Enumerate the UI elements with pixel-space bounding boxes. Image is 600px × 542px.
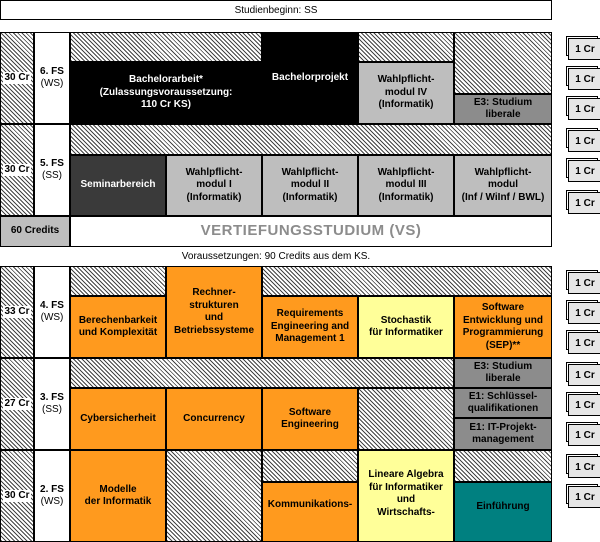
side-credit-box: 1 Cr bbox=[568, 332, 600, 354]
side-credit-box: 1 Cr bbox=[568, 130, 600, 152]
vs-title: VERTIEFUNGSSTUDIUM (VS) bbox=[70, 216, 552, 247]
module-bachelorprojekt: Bachelorprojekt bbox=[262, 32, 358, 124]
semester-6-hatch-b bbox=[358, 32, 454, 62]
side-credit-box: 1 Cr bbox=[568, 68, 600, 90]
side-credit-box: 1 Cr bbox=[568, 160, 600, 182]
module-e3-studium-liberale-3: E3: Studium liberale bbox=[454, 358, 552, 388]
side-credit-box: 1 Cr bbox=[568, 272, 600, 294]
module-e1-it-projektmanagement: E1: IT-Projekt- management bbox=[454, 418, 552, 450]
semester-6-hatch-c bbox=[454, 32, 552, 94]
semester-2-credits: 30 Cr bbox=[0, 450, 34, 542]
module-stochastik: Stochastik für Informatiker bbox=[358, 296, 454, 358]
semester-6-credits: 30 Cr bbox=[0, 32, 34, 124]
module-wahlpflicht-ii: Wahlpflicht- modul II (Informatik) bbox=[262, 155, 358, 216]
side-credit-box: 1 Cr bbox=[568, 364, 600, 386]
module-cybersicherheit: Cybersicherheit bbox=[70, 388, 166, 450]
semester-5-hatch bbox=[70, 124, 552, 155]
vs-requirements: Voraussetzungen: 90 Credits aus dem KS. bbox=[181, 250, 371, 262]
module-lineare-algebra: Lineare Algebra für Informatiker und Wirtschafts- bbox=[358, 450, 454, 542]
module-kommunikation: Kommunikations- bbox=[262, 482, 358, 542]
semester-4-hatch-b bbox=[262, 266, 552, 296]
semester-2-hatch-a bbox=[166, 450, 262, 542]
semester-5-label: 5. FS (SS) bbox=[34, 124, 70, 216]
semester-5-credits: 30 Cr bbox=[0, 124, 34, 216]
module-seminarbereich: Seminarbereich bbox=[70, 155, 166, 216]
module-berechenbarkeit: Berechenbarkeit und Komplexität bbox=[70, 296, 166, 358]
vs-credits: 60 Credits bbox=[0, 216, 70, 247]
semester-2-hatch-b bbox=[262, 450, 358, 482]
side-credit-box: 1 Cr bbox=[568, 394, 600, 416]
side-credit-box: 1 Cr bbox=[568, 456, 600, 478]
module-e3-studium-liberale-6: E3: Studium liberale bbox=[454, 94, 552, 124]
semester-3-hatch-b bbox=[358, 388, 454, 450]
side-credit-box: 1 Cr bbox=[568, 192, 600, 214]
module-einfuehrung: Einführung bbox=[454, 482, 552, 542]
side-credit-box: 1 Cr bbox=[568, 424, 600, 446]
side-credit-box: 1 Cr bbox=[568, 98, 600, 120]
module-concurrency: Concurrency bbox=[166, 388, 262, 450]
semester-6-hatch-a bbox=[70, 32, 262, 62]
side-credit-box: 1 Cr bbox=[568, 486, 600, 508]
module-sep: Software Entwicklung und Programmierung (SEP)** bbox=[454, 296, 552, 358]
semester-6-label: 6. FS (WS) bbox=[34, 32, 70, 124]
semester-3-credits: 27 Cr bbox=[0, 358, 34, 450]
semester-2-label: 2. FS (WS) bbox=[34, 450, 70, 542]
module-wahlpflicht-inf-wiinf-bwl: Wahlpflicht- modul (Inf / WiInf / BWL) bbox=[454, 155, 552, 216]
module-e1-schluesselqualifikationen: E1: Schlüssel- qualifikationen bbox=[454, 388, 552, 418]
side-credit-box: 1 Cr bbox=[568, 302, 600, 324]
module-wahlpflicht-iii: Wahlpflicht- modul III (Informatik) bbox=[358, 155, 454, 216]
semester-3-label: 3. FS (SS) bbox=[34, 358, 70, 450]
module-wahlpflicht-i: Wahlpflicht- modul I (Informatik) bbox=[166, 155, 262, 216]
module-wahlpflicht-iv: Wahlpflicht- modul IV (Informatik) bbox=[358, 62, 454, 124]
semester-4-hatch-a bbox=[70, 266, 166, 296]
semester-4-label: 4. FS (WS) bbox=[34, 266, 70, 358]
semester-3-hatch-a bbox=[70, 358, 454, 388]
module-bachelorarbeit: Bachelorarbeit* (Zulassungsvoraussetzung: 110 Cr KS) bbox=[70, 62, 262, 124]
study-start-label: Studienbeginn: SS bbox=[234, 4, 318, 16]
semester-2-hatch-c bbox=[454, 450, 552, 482]
module-modelle-der-informatik: Modelle der Informatik bbox=[70, 450, 166, 542]
module-rechnerstrukturen: Rechner- strukturen und Betriebssysteme bbox=[166, 266, 262, 358]
side-credit-box: 1 Cr bbox=[568, 38, 600, 60]
module-requirements-engineering: Requirements Engineering and Management 1 bbox=[262, 296, 358, 358]
semester-4-credits: 33 Cr bbox=[0, 266, 34, 358]
study-start-banner bbox=[0, 0, 552, 20]
module-software-engineering: Software Engineering bbox=[262, 388, 358, 450]
